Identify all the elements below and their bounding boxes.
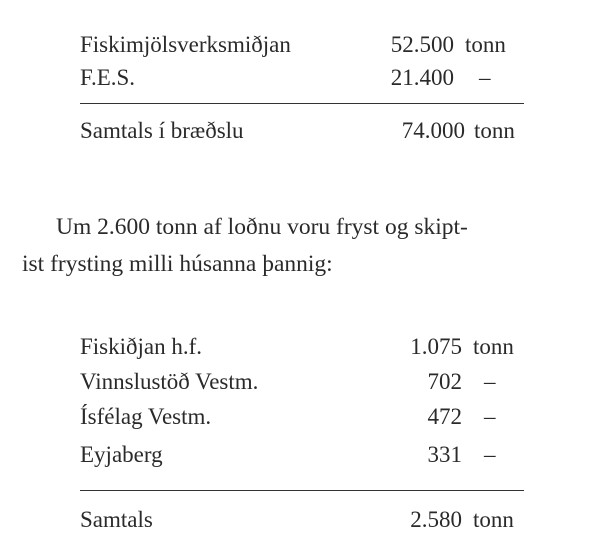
table-row-unit: – (484, 369, 496, 394)
paragraph-line-1: Um 2.600 tonn af loðnu voru fryst og skipt- (56, 214, 468, 240)
table-total-name: Samtals í bræðslu (80, 118, 244, 143)
table-row-value: 21.400 (390, 65, 454, 90)
table-row-value: 1.075 (410, 334, 462, 359)
table-total-unit: tonn (473, 507, 514, 532)
table-total-name: Samtals (80, 507, 153, 532)
table-row-value: 472 (427, 404, 462, 429)
table-row-unit: – (484, 442, 496, 467)
paragraph-line-2: ist frysting milli húsanna þannig: (22, 251, 333, 277)
table-row-name: Ísfélag Vestm. (80, 404, 212, 429)
table-row-unit: tonn (473, 334, 514, 359)
table-row-value: 702 (427, 369, 462, 394)
table-row-unit: – (484, 404, 496, 429)
table-divider (80, 490, 524, 491)
table-row-name: Vinnslustöð Vestm. (80, 369, 259, 394)
table-row-name: Fiskimjölsverksmiðjan (80, 32, 291, 57)
table-row-name: F.E.S. (80, 65, 136, 90)
table-total-value: 2.580 (410, 507, 462, 532)
table-row-name: Eyjaberg (80, 442, 163, 467)
table-total-unit: tonn (474, 118, 515, 143)
table-row-value: 331 (427, 442, 462, 467)
table-row-unit: – (479, 65, 491, 90)
table-row-unit: tonn (465, 32, 506, 57)
table-divider (80, 103, 524, 104)
table-total-value: 74.000 (401, 118, 465, 143)
table-row-name: Fiskiðjan h.f. (80, 334, 203, 359)
table-row-value: 52.500 (390, 32, 454, 57)
